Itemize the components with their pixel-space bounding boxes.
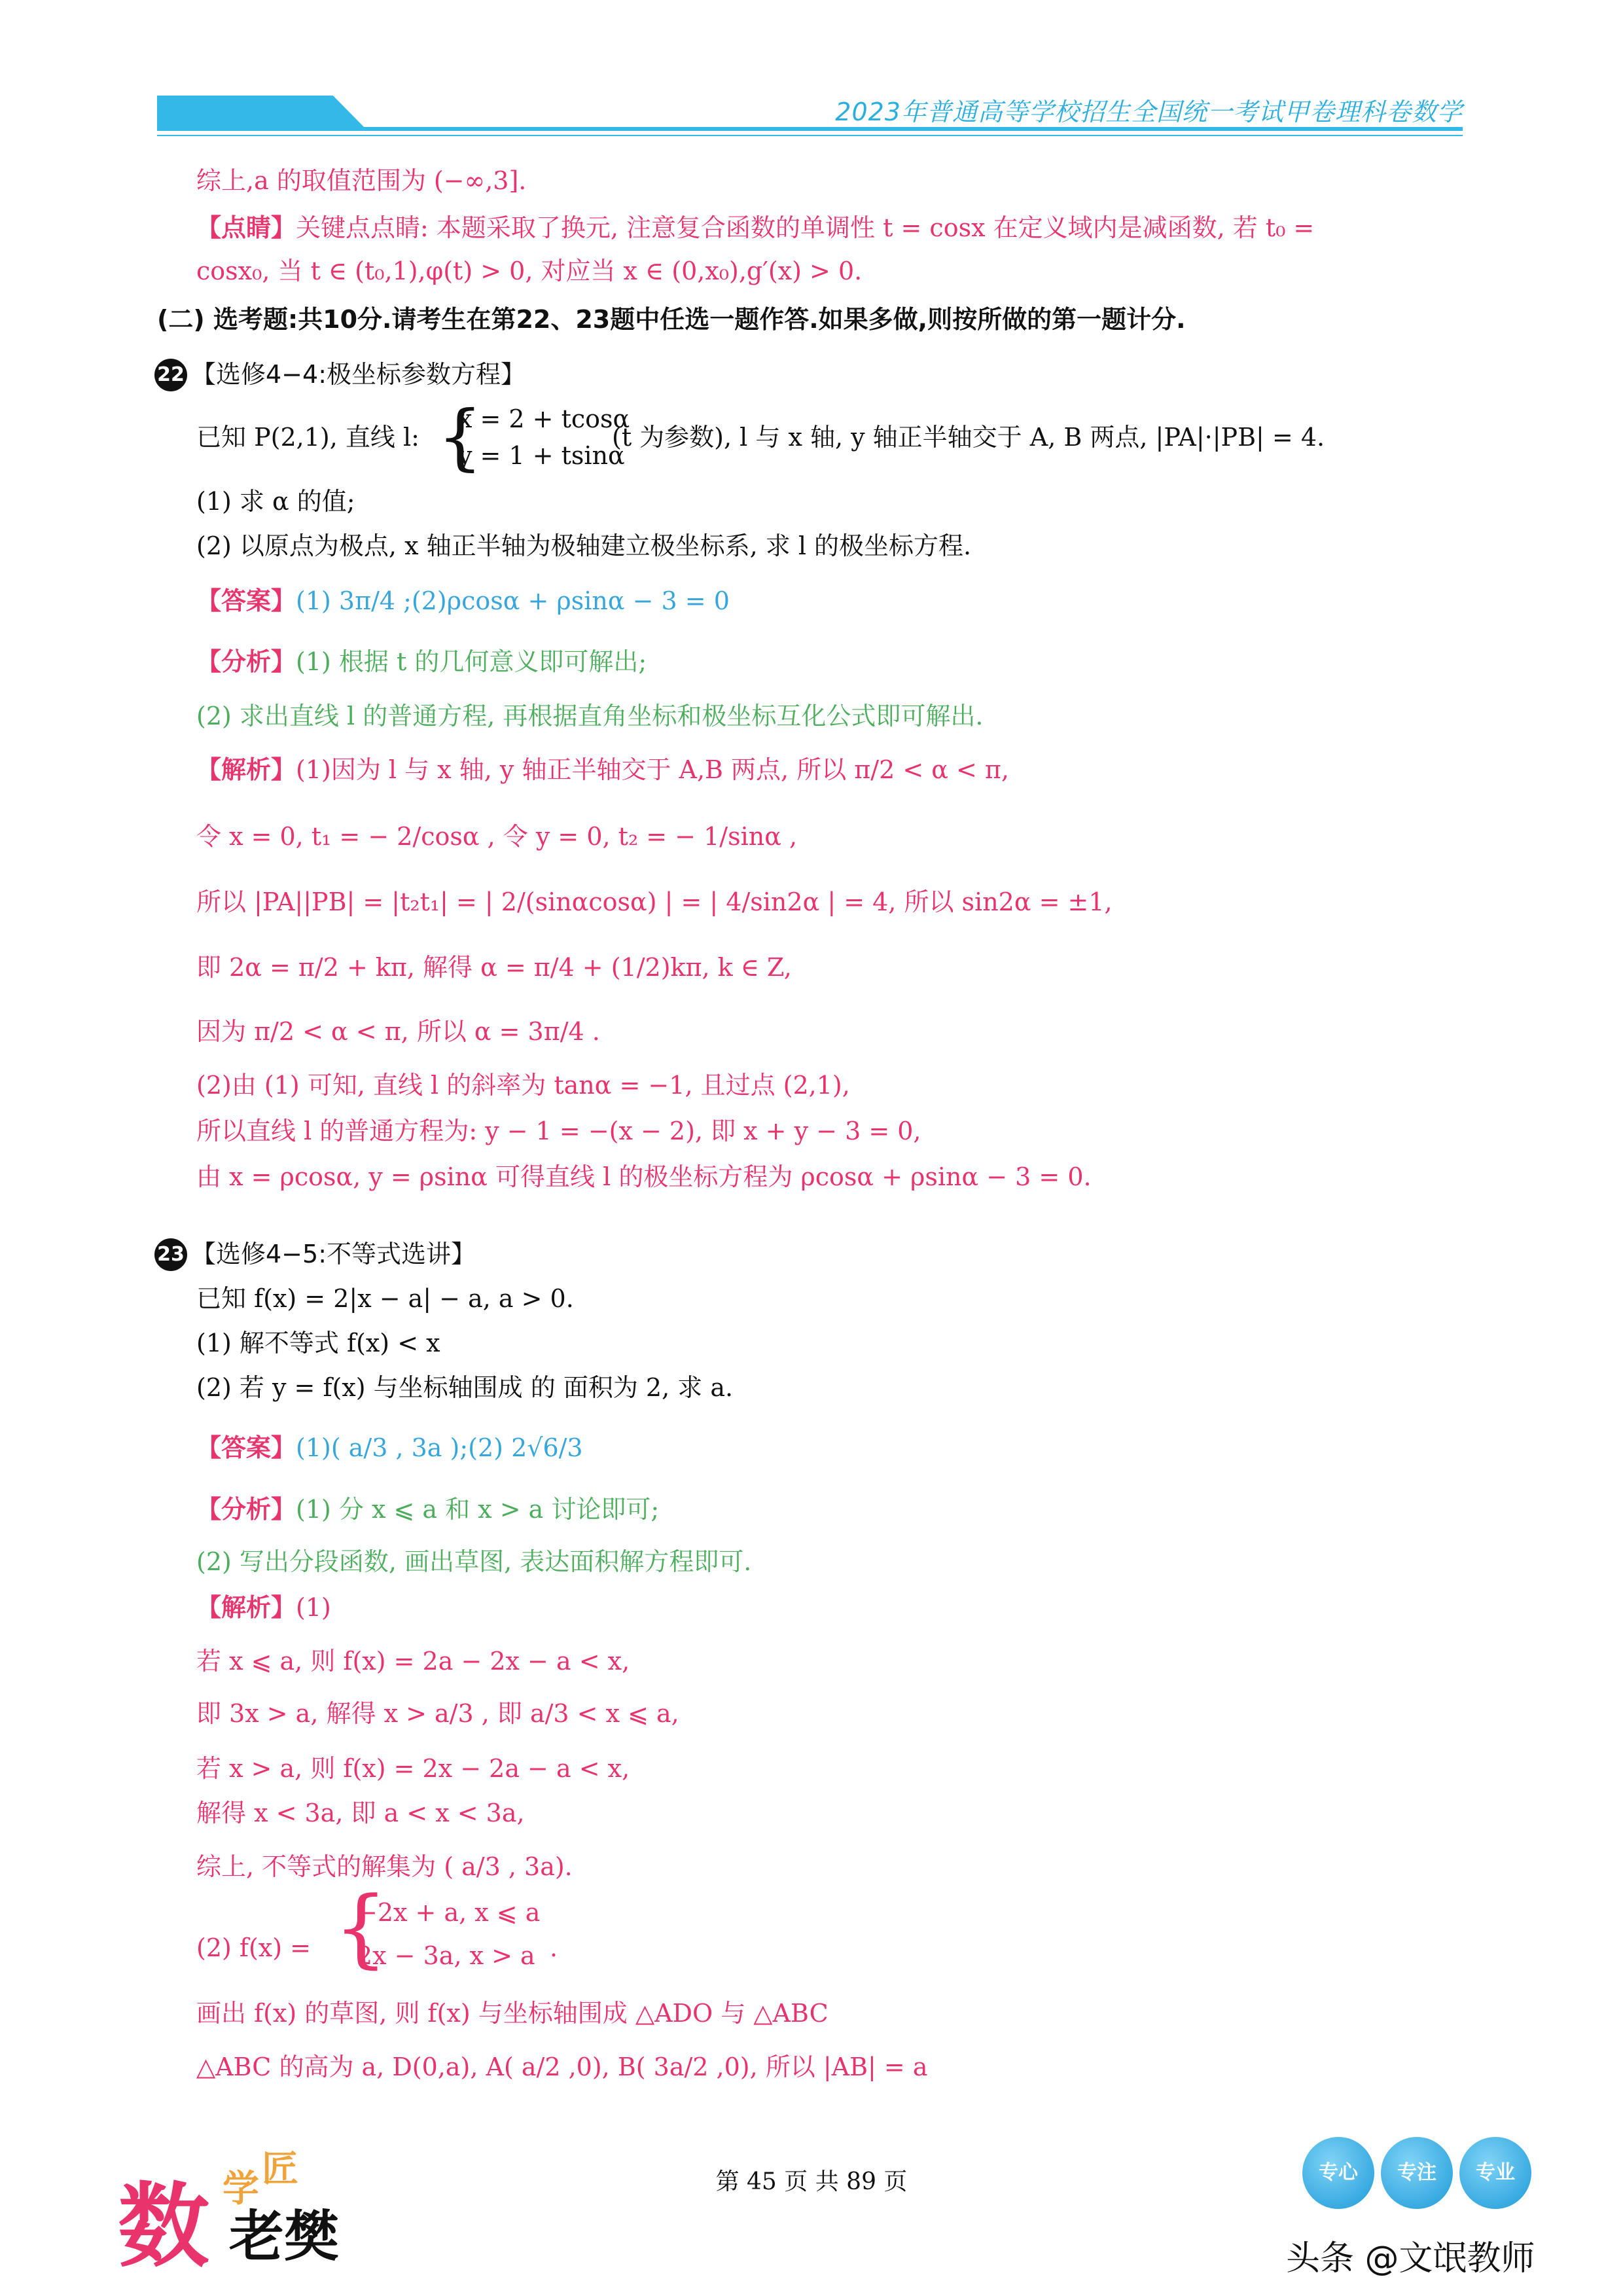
q22-answer	[196, 584, 730, 618]
q23-solution2: 即 3x > a, 解得 x > a/3 , 即 a/3 < x ⩽ a,	[196, 1699, 679, 1728]
answer-tag: 【答案】	[196, 586, 296, 615]
brand-logo	[118, 2140, 366, 2280]
q23-solution7: 画出 f(x) 的草图, 则 f(x) 与坐标轴围成 △ADO 与 △ABC	[196, 1999, 829, 2028]
answer-text: (1)( a/3 , 3a );(2) 2√6/3	[296, 1433, 583, 1462]
q22-solution8: 由 x = ρcosα, y = ρsinα 可得直线 l 的极坐标方程为 ρcosα + ρsinα − 3 = 0.	[196, 1162, 1092, 1191]
logo-char-3: 匠	[262, 2148, 298, 2191]
q23-solution6-suffix: .	[550, 1933, 558, 1962]
q22-solution3: 所以 |PA||PB| = |t₂t₁| = | 2/(sinαcosα) | = | 4/sin2α | = 4, 所以 sin2α = ±1,	[196, 888, 1113, 916]
tip-text: 关键点点睛: 本题采取了换元, 注意复合函数的单调性 t = cosx 在定义域内是减函数, 若 t₀ =	[296, 213, 1315, 242]
q23-solution4: 解得 x < 3a, 即 a < x < 3a,	[196, 1799, 525, 1827]
q23-analysis1	[196, 1492, 659, 1526]
badge-3: 专业	[1459, 2137, 1531, 2209]
solution-tag: 【解析】	[196, 755, 296, 784]
prev-tip-line2: cosx₀, 当 t ∈ (t₀,1),φ(t) > 0, 对应当 x ∈ (0,x₀),g′(x) > 0.	[196, 257, 863, 285]
q23-solution-head	[196, 1590, 331, 1624]
q22-solution7: 所以直线 l 的普通方程为: y − 1 = −(x − 2), 即 x + y − 3 = 0,	[196, 1117, 921, 1145]
answer-text: (1) 3π/4 ;(2)ρcosα + ρsinα − 3 = 0	[296, 586, 730, 615]
logo-char-2: 学	[223, 2168, 259, 2210]
header-title: 2023年普通高等学校招生全国统一考试甲卷理科卷数学	[835, 98, 1463, 126]
brace-icon: {	[334, 1878, 388, 1977]
badge-2: 专注	[1381, 2137, 1453, 2209]
q22-part1: (1) 求 α 的值;	[196, 487, 355, 516]
question-number-22: 22	[154, 359, 187, 391]
q23-solution1: 若 x ⩽ a, 则 f(x) = 2a − 2x − a < x,	[196, 1647, 630, 1676]
answer-tag: 【答案】	[196, 1433, 296, 1462]
prev-conclusion: 综上,a 的取值范围为 (−∞,3].	[196, 166, 527, 195]
q22-analysis1	[196, 645, 647, 679]
header-band	[157, 96, 366, 130]
q22-analysis2: (2) 求出直线 l 的普通方程, 再根据直角坐标和极坐标互化公式即可解出.	[196, 702, 984, 730]
analysis-text: (1) 根据 t 的几何意义即可解出;	[296, 647, 647, 676]
badge-group	[1302, 2137, 1538, 2215]
q23-answer	[196, 1431, 583, 1465]
q22-stem-prefix: 已知 P(2,1), 直线 l:	[196, 423, 419, 452]
q22-solution1	[196, 753, 1009, 787]
q23-part1: (1) 解不等式 f(x) < x	[196, 1329, 440, 1357]
q22-part2: (2) 以原点为极点, x 轴正半轴为极轴建立极坐标系, 求 l 的极坐标方程.	[196, 531, 972, 560]
q22-stem-suffix: (t 为参数), l 与 x 轴, y 轴正半轴交于 A, B 两点, |PA|·|PB| = 4.	[612, 423, 1325, 452]
q22-solution2: 令 x = 0, t₁ = − 2/cosα , 令 y = 0, t₂ = − 1/sinα ,	[196, 822, 798, 851]
brace-icon: {	[437, 395, 483, 478]
section-title: (二) 选考题:共10分.请考生在第22、23题中任选一题作答.如果多做,则按所做的第一题计分.	[157, 305, 1186, 334]
q23-piecewise1: −2x + a, x ⩽ a	[357, 1898, 541, 1927]
analysis-tag: 【分析】	[196, 647, 296, 676]
page-footer: 第 45 页 共 89 页	[715, 2168, 908, 2195]
q22-solution4: 即 2α = π/2 + kπ, 解得 α = π/4 + (1/2)kπ, k ∈ Z,	[196, 953, 792, 982]
analysis-text: (1) 分 x ⩽ a 和 x > a 讨论即可;	[296, 1495, 660, 1524]
q23-solution8: △ABC 的高为 a, D(0,a), A( a/2 ,0), B( 3a/2 ,0), 所以 |AB| = a	[196, 2053, 928, 2081]
solution-part1-label: (1)	[296, 1593, 331, 1622]
q23-solution3: 若 x > a, 则 f(x) = 2x − 2a − a < x,	[196, 1754, 630, 1783]
q23-solution5: 综上, 不等式的解集为 ( a/3 , 3a).	[196, 1852, 573, 1881]
q22-solution6: (2)由 (1) 可知, 直线 l 的斜率为 tanα = −1, 且过点 (2,1),	[196, 1071, 850, 1100]
solution-text: (1)因为 l 与 x 轴, y 轴正半轴交于 A,B 两点, 所以 π/2 < α < π,	[296, 755, 1009, 784]
solution-tag: 【解析】	[196, 1593, 296, 1622]
q22-system-eq2: y = 1 + tsinα	[458, 441, 625, 470]
question-number-23: 23	[154, 1238, 187, 1271]
logo-char-1: 数	[118, 2174, 210, 2280]
watermark: 头条 @文氓教师	[1286, 2239, 1535, 2278]
logo-name: 老樊	[229, 2204, 340, 2269]
q23-heading: 【选修4−5:不等式选讲】	[191, 1240, 476, 1268]
analysis-tag: 【分析】	[196, 1495, 296, 1524]
tip-tag: 【点睛】	[196, 213, 296, 242]
badge-1: 专心	[1302, 2137, 1374, 2209]
header-rule-thin	[157, 135, 1463, 136]
q22-system-eq1: x = 2 + tcosα	[458, 404, 630, 433]
q23-piecewise2: 2x − 3a, x > a	[357, 1941, 535, 1970]
q23-part2: (2) 若 y = f(x) 与坐标轴围成 的 面积为 2, 求 a.	[196, 1373, 734, 1402]
prev-tip-line1	[196, 211, 1314, 245]
q23-solution6-prefix: (2) f(x) =	[196, 1933, 311, 1962]
q23-analysis2: (2) 写出分段函数, 画出草图, 表达面积解方程即可.	[196, 1547, 752, 1576]
q22-solution5: 因为 π/2 < α < π, 所以 α = 3π/4 .	[196, 1017, 600, 1046]
q23-stem: 已知 f(x) = 2|x − a| − a, a > 0.	[196, 1284, 574, 1313]
q22-heading: 【选修4−4:极坐标参数方程】	[191, 360, 526, 389]
